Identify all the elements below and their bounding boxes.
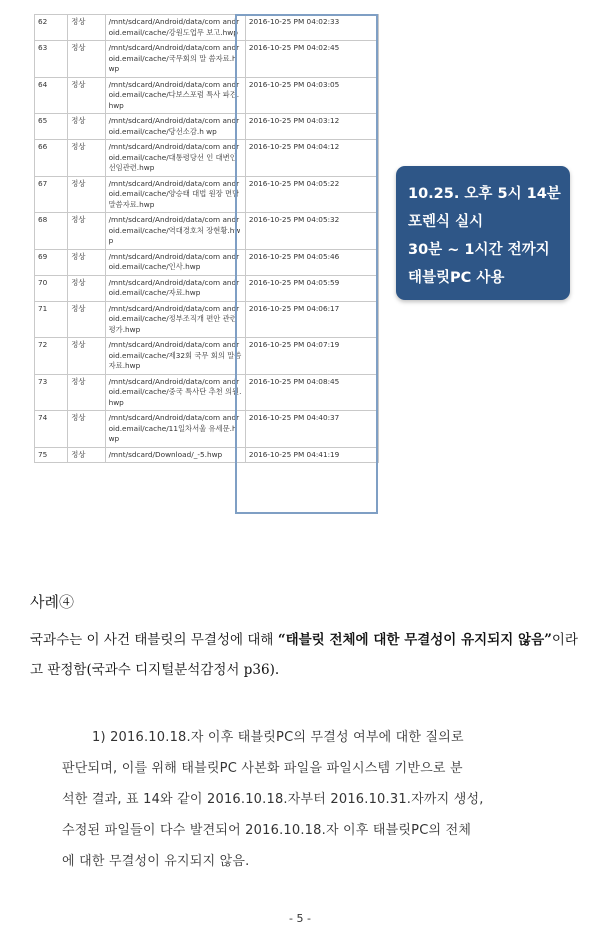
row-number: 67	[35, 176, 68, 213]
row-number: 69	[35, 249, 68, 275]
row-timestamp: 2016-10-25 PM 04:05:46	[245, 249, 378, 275]
table-row	[35, 176, 379, 213]
row-timestamp: 2016-10-25 PM 04:40:37	[245, 411, 378, 448]
table-row	[35, 15, 379, 41]
row-number: 74	[35, 411, 68, 448]
row-file-path: /mnt/sdcard/Android/data/com android.email/cache/정부조직개 편안 관련 평가.hwp	[105, 301, 245, 338]
row-status: 정상	[68, 140, 105, 177]
row-number: 75	[35, 447, 68, 463]
row-status: 정상	[68, 301, 105, 338]
row-timestamp: 2016-10-25 PM 04:02:33	[245, 15, 378, 41]
row-timestamp: 2016-10-25 PM 04:05:22	[245, 176, 378, 213]
row-number: 64	[35, 77, 68, 114]
row-timestamp: 2016-10-25 PM 04:02:45	[245, 41, 378, 78]
callout-line: 30분 ~ 1시간 전까지	[408, 242, 550, 258]
row-status: 정상	[68, 213, 105, 250]
row-timestamp: 2016-10-25 PM 04:41:19	[245, 447, 378, 463]
row-timestamp: 2016-10-25 PM 04:04:12	[245, 140, 378, 177]
page-number: - 5 -	[289, 912, 311, 925]
row-file-path: /mnt/sdcard/Android/data/com android.email/cache/양승태 대법 원장 면담 말씀자료.hwp	[105, 176, 245, 213]
table-row	[35, 338, 379, 375]
row-timestamp: 2016-10-25 PM 04:05:32	[245, 213, 378, 250]
callout-line: 포렌식 실시	[408, 214, 484, 230]
row-number: 70	[35, 275, 68, 301]
table-body	[35, 15, 379, 463]
table-row	[35, 140, 379, 177]
callout-line: 10.25. 오후 5시 14분	[408, 186, 561, 202]
row-file-path: /mnt/sdcard/Android/data/com android.email/cache/당선소감.h wp	[105, 114, 245, 140]
row-file-path: /mnt/sdcard/Android/data/com android.email/cache/중국 특사단 추천 의원.hwp	[105, 374, 245, 411]
row-file-path: /mnt/sdcard/Android/data/com android.email/cache/대통령당선 인 대변인 선임관련.hwp	[105, 140, 245, 177]
case-title: 사례④	[30, 593, 74, 611]
row-number: 68	[35, 213, 68, 250]
row-timestamp: 2016-10-25 PM 04:08:45	[245, 374, 378, 411]
row-file-path: /mnt/sdcard/Android/data/com android.email/cache/국무회의 말 씀자료.hwp	[105, 41, 245, 78]
row-status: 정상	[68, 15, 105, 41]
forensic-file-table	[34, 14, 379, 463]
row-status: 정상	[68, 374, 105, 411]
row-status: 정상	[68, 447, 105, 463]
quote-line: 1) 2016.10.18.자 이후 태블릿PC의 무결성 여부에 대한 질의로	[92, 730, 464, 745]
table-row	[35, 411, 379, 448]
row-status: 정상	[68, 77, 105, 114]
quoted-report-excerpt	[62, 722, 562, 877]
row-status: 정상	[68, 41, 105, 78]
table-row	[35, 275, 379, 301]
row-file-path: /mnt/sdcard/Android/data/com android.email/cache/자료.hwp	[105, 275, 245, 301]
quote-line: 판단되며, 이를 위해 태블릿PC 사본화 파일을 파일시스템 기반으로 분	[62, 761, 463, 776]
para-bold-quote: “태블릿 전체에 대한 무결성이 유지되지 않음”	[277, 632, 552, 648]
table-row	[35, 41, 379, 78]
para-text-end: 이라고 판정함(국과수 디지털분석감정서 p36).	[30, 632, 578, 678]
callout-box	[396, 166, 570, 300]
row-number: 65	[35, 114, 68, 140]
table-row	[35, 114, 379, 140]
callout-line: 태블릿PC 사용	[408, 270, 505, 286]
table-row	[35, 213, 379, 250]
quote-line: 수정된 파일들이 다수 발견되어 2016.10.18.자 이후 태블릿PC의 전체	[62, 823, 472, 838]
row-timestamp: 2016-10-25 PM 04:05:59	[245, 275, 378, 301]
row-status: 정상	[68, 338, 105, 375]
row-status: 정상	[68, 114, 105, 140]
row-number: 71	[35, 301, 68, 338]
table-row	[35, 249, 379, 275]
row-number: 66	[35, 140, 68, 177]
row-file-path: /mnt/sdcard/Android/data/com android.email/cache/인사.hwp	[105, 249, 245, 275]
row-file-path: /mnt/sdcard/Android/data/com android.email/cache/역대경호처 장현황.hwp	[105, 213, 245, 250]
row-file-path: /mnt/sdcard/Android/data/com android.email/cache/강원도업무 보고.hwp	[105, 15, 245, 41]
row-file-path: /mnt/sdcard/Download/_-5.hwp	[105, 447, 245, 463]
row-status: 정상	[68, 275, 105, 301]
row-status: 정상	[68, 411, 105, 448]
row-file-path: /mnt/sdcard/Android/data/com android.email/cache/11일차서울 유세문.hwp	[105, 411, 245, 448]
row-timestamp: 2016-10-25 PM 04:07:19	[245, 338, 378, 375]
quote-line: 에 대한 무결성이 유지되지 않음.	[62, 854, 250, 869]
row-number: 73	[35, 374, 68, 411]
row-timestamp: 2016-10-25 PM 04:06:17	[245, 301, 378, 338]
table-row	[35, 374, 379, 411]
table-row	[35, 301, 379, 338]
row-file-path: /mnt/sdcard/Android/data/com android.email/cache/다보스포럼 특사 파견.hwp	[105, 77, 245, 114]
row-timestamp: 2016-10-25 PM 04:03:12	[245, 114, 378, 140]
table-row	[35, 77, 379, 114]
table-row	[35, 447, 379, 463]
row-timestamp: 2016-10-25 PM 04:03:05	[245, 77, 378, 114]
row-number: 62	[35, 15, 68, 41]
row-number: 72	[35, 338, 68, 375]
row-number: 63	[35, 41, 68, 78]
row-status: 정상	[68, 249, 105, 275]
case-paragraph	[30, 625, 578, 685]
row-status: 정상	[68, 176, 105, 213]
row-file-path: /mnt/sdcard/Android/data/com android.email/cache/제32회 국무 회의 말씀자료.hwp	[105, 338, 245, 375]
quote-line: 석한 결과, 표 14와 같이 2016.10.18.자부터 2016.10.31.자까지 생성,	[62, 792, 484, 807]
para-text: 국과수는 이 사건 태블릿의 무결성에 대해	[30, 632, 278, 648]
